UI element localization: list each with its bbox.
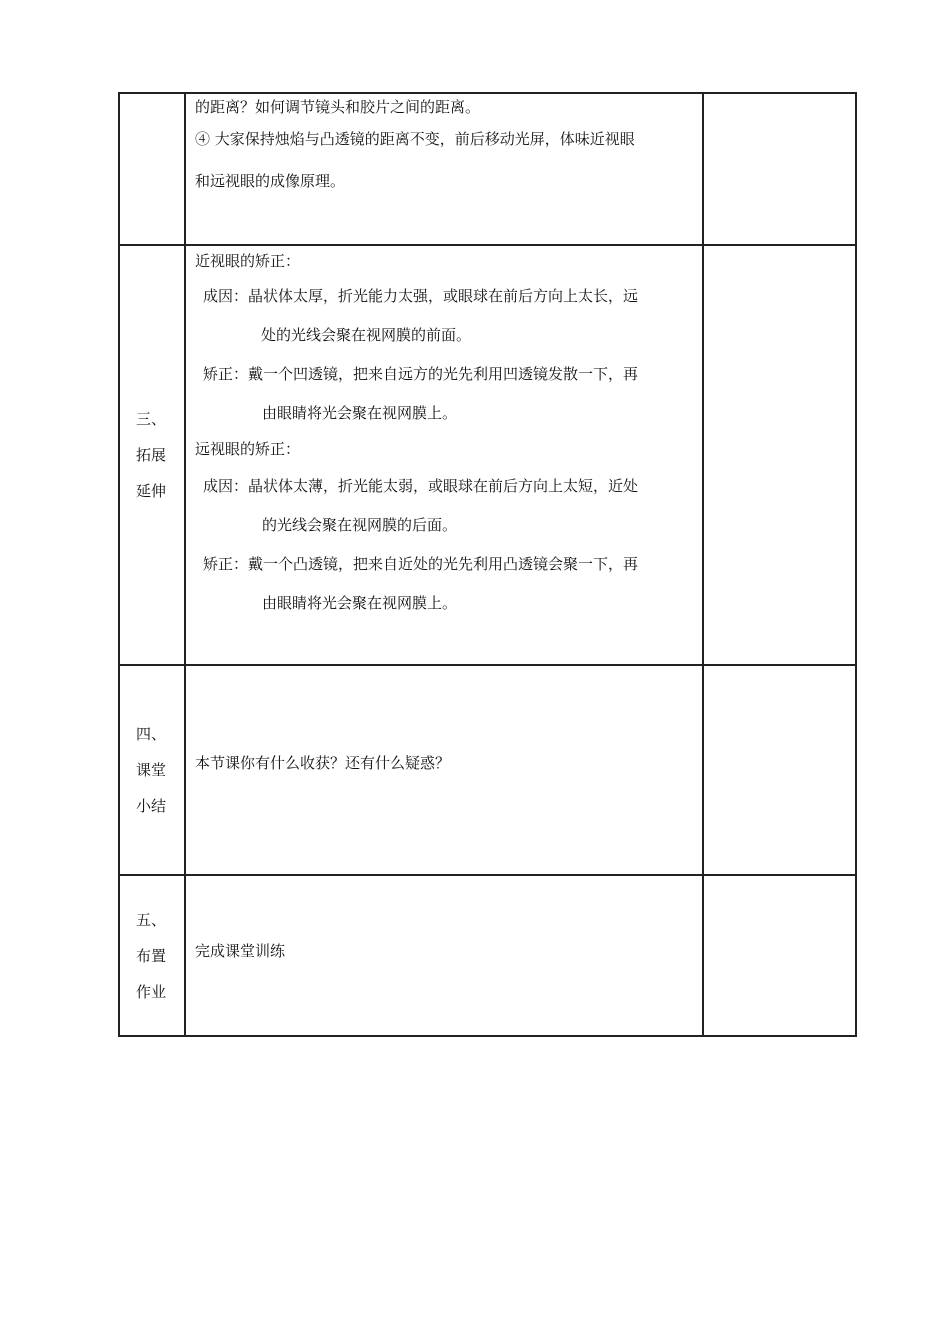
content-line: ④ 大家保持烛焰与凸透镜的距离不变，前后移动光屏，体味近视眼 <box>195 130 635 148</box>
hyperopia-title: 远视眼的矫正： <box>195 440 301 458</box>
myopia-fix: 矫正：戴一个凹透镜，把来自远方的光先利用凹透镜发散一下，再 <box>203 365 639 383</box>
label-line: 三、 <box>136 410 167 428</box>
label-line: 课堂 <box>136 761 167 779</box>
label-line: 四、 <box>136 725 167 743</box>
table-row-extension <box>119 245 856 665</box>
hyperopia-fix-cont: 由眼睛将光会聚在视网膜上。 <box>262 594 458 612</box>
content-line: 和远视眼的成像原理。 <box>195 172 346 190</box>
table-row-summary <box>119 665 856 875</box>
label-line: 布置 <box>136 946 167 965</box>
summary-content <box>185 665 703 875</box>
label-line: 小结 <box>136 797 167 815</box>
label-line: 五、 <box>136 910 167 929</box>
notes-cell <box>703 665 856 875</box>
homework-content <box>185 875 703 1036</box>
content-line: 的距离？如何调节镜头和胶片之间的距离。 <box>195 98 481 116</box>
notes-cell <box>703 93 856 245</box>
myopia-cause-cont: 处的光线会聚在视网膜的前面。 <box>261 326 472 344</box>
extension-content <box>185 245 703 665</box>
hyperopia-cause-cont: 的光线会聚在视网膜的后面。 <box>262 516 458 534</box>
homework-text: 完成课堂训练 <box>195 942 286 960</box>
myopia-cause: 成因：晶状体太厚，折光能力太强，或眼球在前后方向上太长，远 <box>203 287 639 305</box>
summary-text: 本节课你有什么收获？还有什么疑惑？ <box>195 754 451 772</box>
lesson-plan-table <box>118 92 857 1037</box>
activity-content <box>185 93 703 245</box>
myopia-title: 近视眼的矫正： <box>195 252 301 270</box>
hyperopia-cause: 成因：晶状体太薄，折光能太弱，或眼球在前后方向上太短，近处 <box>203 477 639 495</box>
section-label-extension <box>119 245 185 665</box>
label-line: 作业 <box>136 982 167 1001</box>
table-row-continuation <box>119 93 856 245</box>
table-row-homework <box>119 875 856 1036</box>
myopia-fix-cont: 由眼睛将光会聚在视网膜上。 <box>262 404 458 422</box>
notes-cell <box>703 875 856 1036</box>
notes-cell <box>703 245 856 665</box>
label-line: 延伸 <box>136 482 167 500</box>
section-label-summary <box>119 665 185 875</box>
section-label-homework <box>119 875 185 1036</box>
hyperopia-fix: 矫正：戴一个凸透镜，把来自近处的光先利用凸透镜会聚一下，再 <box>203 555 639 573</box>
label-line: 拓展 <box>136 446 167 464</box>
row-label-empty <box>119 93 185 245</box>
